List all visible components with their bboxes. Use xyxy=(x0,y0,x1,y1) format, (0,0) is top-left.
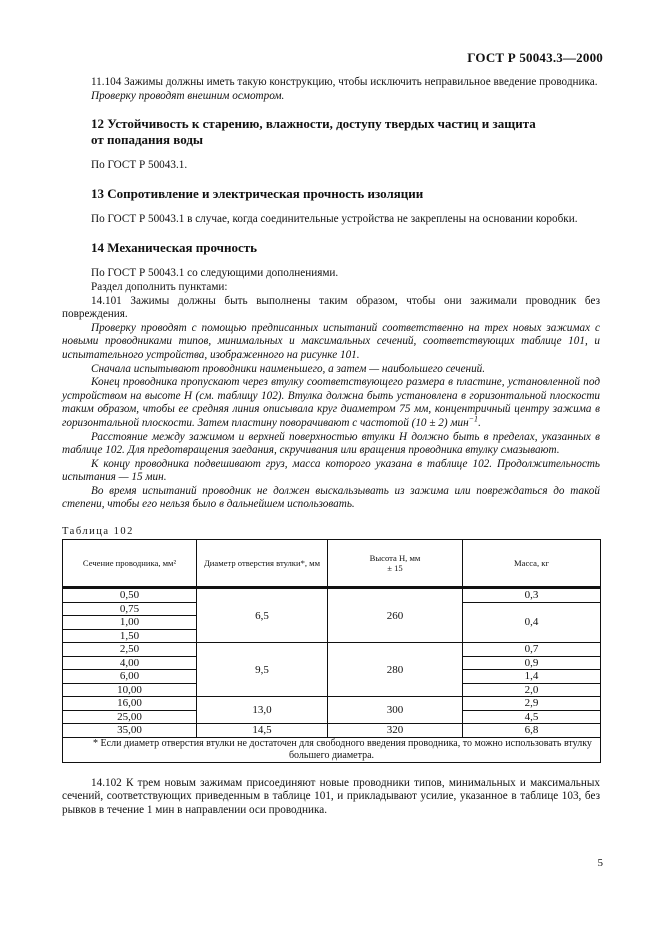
test-procedure-6: Во время испытаний проводник не должен выскальзывать из зажима или повреждаться до такой степени, чтобы его нельзя было в дальнейшем использовать. xyxy=(62,484,600,511)
page-number: 5 xyxy=(597,857,603,869)
header-section: Сечение проводника, мм² xyxy=(63,540,197,588)
cell-mass: 0,4 xyxy=(463,602,601,643)
header-height xyxy=(328,540,463,588)
header-mass: Масса, кг xyxy=(463,540,601,588)
table-row xyxy=(63,724,601,738)
cell-diameter: 13,0 xyxy=(197,697,328,724)
cell-section: 1,50 xyxy=(63,629,197,643)
heading-14: 14 Механическая прочность xyxy=(91,240,258,256)
test-procedure-1: Проверку проводят с помощью предписанных испытаний соответственно на трех новых зажимах с новыми проводниками типов, минимальных и максимальных сечений, соответствующих таблице 101, и испытательного устройства, изображенного на рисунке 101. xyxy=(62,321,600,361)
test-procedure-4: Расстояние между зажимом и верхней поверхностью втулки H должно быть в пределах, указанных в таблице 102. Для предотвращения заедания, скручивания или вращения проводника втулку смазывают. xyxy=(62,430,600,457)
cell-mass: 1,4 xyxy=(463,670,601,684)
cell-section: 1,00 xyxy=(63,616,197,630)
cell-height: 300 xyxy=(328,697,463,724)
table-note-row xyxy=(63,737,601,762)
table-row xyxy=(63,588,601,603)
cell-mass: 2,9 xyxy=(463,697,601,711)
cell-section: 0,50 xyxy=(63,588,197,603)
table-row xyxy=(63,697,601,711)
test-procedure-3-end: . xyxy=(478,416,481,429)
cell-section: 6,00 xyxy=(63,670,197,684)
clause-12-text: По ГОСТ Р 50043.1. xyxy=(91,159,188,172)
cell-diameter: 14,5 xyxy=(197,724,328,738)
clause-11-104: 11.104 Зажимы должны иметь такую конструкцию, чтобы исключить неправильное введение проводника. xyxy=(91,76,598,88)
page-content xyxy=(62,76,600,817)
heading-13: 13 Сопротивление и электрическая прочность изоляции xyxy=(91,185,424,201)
clause-14-intro: По ГОСТ Р 50043.1 со следующими дополнениями. xyxy=(91,267,339,280)
header-height-line1: Высота H, мм xyxy=(369,553,421,564)
cell-mass: 0,9 xyxy=(463,656,601,670)
cell-section: 25,00 xyxy=(63,710,197,724)
test-procedure-3-text: Конец проводника пропускают через втулку соответствующего размера в пластине, установленной под устройством на высоте H (см. таблицу 102). Втулка должна быть установлена в горизонтальной плоскости таким образом, чтобы ее средняя линия описывала круг диаметром 75 мм, концентричный центру зажима в горизонтальной плоскости. Затем пластину поворачивают с частотой (10 ± 2) мин xyxy=(62,376,600,429)
table-footnote: * Если диаметр отверстия втулки не достаточен для свободного введения проводника, то можно использовать втулку большего диаметра. xyxy=(63,737,601,762)
clause-14-102: 14.102 К трем новым зажимам присоединяют новые проводники типов, минимальных и максимальных сечений, соответствующих приведенным в таблице 101, и прикладывают усилие, указанное в таблице 103, без рывков в течение 1 мин в направлении оси проводника. xyxy=(62,776,600,816)
clause-14-101: 14.101 Зажимы должны быть выполнены таким образом, чтобы они зажимали проводник без повреждения. xyxy=(62,294,600,321)
table-header-row xyxy=(63,540,601,588)
cell-section: 10,00 xyxy=(63,683,197,697)
cell-diameter: 9,5 xyxy=(197,643,328,697)
heading-12-line2: от попадания воды xyxy=(91,132,204,148)
cell-section: 4,00 xyxy=(63,656,197,670)
test-procedure-5: К концу проводника подвешивают груз, масса которого указана в таблице 102. Продолжительность испытания — 15 мин. xyxy=(62,457,600,484)
cell-mass: 4,5 xyxy=(463,710,601,724)
cell-height: 280 xyxy=(328,643,463,697)
heading-12 xyxy=(62,116,600,148)
cell-mass: 6,8 xyxy=(463,724,601,738)
header-height-line2: ± 15 xyxy=(387,563,403,574)
cell-diameter: 6,5 xyxy=(197,588,328,643)
header-diameter: Диаметр отверстия втулки*, мм xyxy=(197,540,328,588)
test-procedure-2: Сначала испытывают проводники наименьшего, а затем — наибольшего сечений. xyxy=(91,362,486,375)
heading-12-line1: 12 Устойчивость к старению, влажности, доступу твердых частиц и защита xyxy=(91,116,536,132)
table-caption: Таблица 102 xyxy=(62,526,134,538)
document-header: ГОСТ Р 50043.3—2000 xyxy=(467,50,603,65)
frequency-exponent: −1 xyxy=(468,414,479,424)
test-procedure-3 xyxy=(62,376,600,430)
cell-section: 16,00 xyxy=(63,697,197,711)
cell-section: 35,00 xyxy=(63,724,197,738)
clause-14-add: Раздел дополнить пунктами: xyxy=(91,280,228,293)
cell-mass: 0,3 xyxy=(463,588,601,603)
cell-mass: 2,0 xyxy=(463,683,601,697)
cell-height: 320 xyxy=(328,724,463,738)
cell-section: 2,50 xyxy=(63,643,197,657)
clause-13-text: По ГОСТ Р 50043.1 в случае, когда соединительные устройства не закреплены на основании коробки. xyxy=(91,212,578,225)
clause-11-104-check: Проверку проводят внешним осмотром. xyxy=(91,89,285,102)
cell-mass: 0,7 xyxy=(463,643,601,657)
table-row xyxy=(63,643,601,657)
table-102 xyxy=(62,539,601,763)
cell-section: 0,75 xyxy=(63,602,197,616)
cell-height: 260 xyxy=(328,588,463,643)
